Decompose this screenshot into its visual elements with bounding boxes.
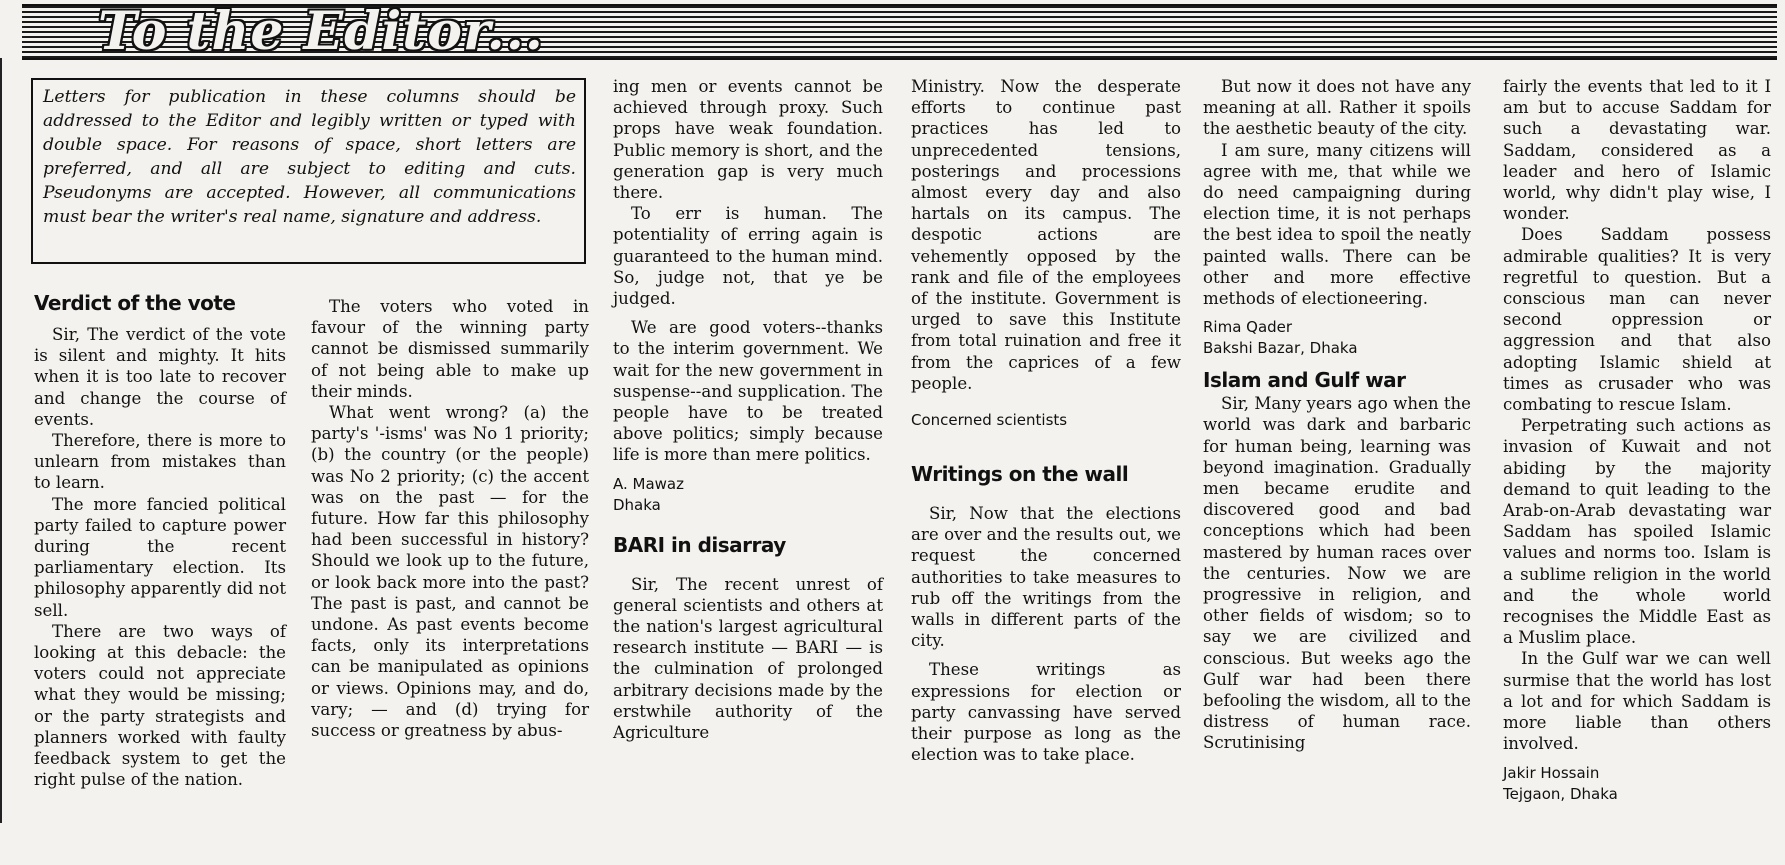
signature-name: A. Mawaz (613, 474, 685, 493)
letter-paragraph: The more fancied political party failed to capture power during the recent parliamentary election. Its philosophy apparently did not sell. (34, 494, 286, 620)
letter-paragraph: fairly the events that led to it I am but to accuse Saddam for such a devastating war. Saddam, considered as a leader and hero of Islamic world, why didn't play wise, I wonder. (1503, 77, 1771, 224)
section-title: To the Editor... (98, 4, 544, 60)
letter-paragraph: Sir, Many years ago when the world was dark and barbaric for human being, learning was beyond imagination. Gradually men became erudite and discovered good and bad conceptions which had been mastered by human races over the centuries. Now we are progressive in religion, and other fields of wisdom; so to say we are civilized and conscious. But weeks ago the Gulf war had been there befooling the wisdom, all to the distress of human race. Scrutinising (1203, 394, 1471, 753)
letter-heading-islam: Islam and Gulf war (1203, 368, 1406, 393)
signature-place: Tejgaon, Dhaka (1503, 784, 1618, 803)
column-3 (613, 76, 883, 743)
editor-notice-box: Letters for publication in these columns should be addressed to the Editor and legibly written or typed with double space. For reasons of space, short letters are preferred, and all are subject to editing and cuts. Pseudonyms are accepted. However, all communications must bear the writer's real name, signature and address. (31, 78, 586, 264)
letter-paragraph: These writings as expressions for election or party canvassing have served their purpose as long as the election was to take place. (911, 660, 1181, 765)
signature-place: Dhaka (613, 495, 661, 514)
letter-paragraph: The voters who voted in favour of the winning party cannot be dismissed summarily of not being able to make up their minds. (311, 297, 589, 401)
section-banner (22, 4, 1777, 60)
letter-paragraph: Therefore, there is more to unlearn from mistakes than to learn. (34, 431, 286, 493)
letter-paragraph: I am sure, many citizens will agree with me, that while we do need campaigning during election time, it is not perhaps the best idea to spoil the neatly painted walls. There can be other and more effective methods of electioneering. (1203, 140, 1471, 309)
letter-heading-verdict: Verdict of the vote (34, 291, 236, 315)
column-6 (1503, 76, 1771, 805)
letter-paragraph: ing men or events cannot be achieved through proxy. Such props have weak foundation. Public memory is short, and the generation gap is very much there. (613, 77, 883, 203)
signature-name: Jakir Hossain (1503, 763, 1600, 782)
column-5 (1203, 76, 1471, 754)
letter-paragraph: To err is human. The potentiality of erring again is guaranteed to the human mind. So, judge not, that ye be judged. (613, 204, 883, 309)
letter-paragraph: There are two ways of looking at this debacle: the voters could not appreciate what they would be missing; or the party strategists and planners worked with faulty feedback system to get the right pulse of the nation. (34, 621, 286, 790)
letter-heading-bari: BARI in disarray (613, 532, 786, 557)
letter-paragraph: We are good voters--thanks to the interim government. We wait for the new government in suspense--and supplication. The people have to be treated above politics; simply because life is more than mere politics. (613, 318, 883, 465)
letter-paragraph: But now it does not have any meaning at all. Rather it spoils the aesthetic beauty of the city. (1203, 77, 1471, 139)
letter-paragraph: What went wrong? (a) the party's '-isms' was No 1 priority; (b) the country (or the people) was No 2 priority; (c) the accent was on the past — for the future. How far this philosophy had been successful in history? Should we look up to the future, or look back more into the past? The past is past, and cannot be undone. As past events become facts, only its interpretations can be manipulated as opinions or views. Opinions may, and do, vary; — and (d) trying for success or greatness by abus- (311, 403, 589, 741)
letter-paragraph: Sir, The verdict of the vote is silent and mighty. It hits when it is too late to recover and change the course of events. (34, 325, 286, 429)
letter-paragraph: Ministry. Now the desperate efforts to continue past practices has led to unprecedented tensions, posterings and processions almost every day and also hartals on its campus. The despotic actions are vehemently opposed by the rank and file of the employees of the institute. Government is urged to save this Institute from total ruination and free it from the caprices of a few people. (911, 77, 1181, 393)
letter-heading-writings: Writings on the wall (911, 462, 1129, 487)
signature-name: Concerned scientists (911, 411, 1068, 430)
letter-paragraph: Sir, Now that the elections are over and the results out, we request the concerned authorities to take measures to rub off the writings from the walls in different parts of the city. (911, 504, 1181, 651)
left-column-rule (0, 58, 2, 823)
column-2 (311, 296, 589, 741)
signature-place: Bakshi Bazar, Dhaka (1203, 339, 1358, 358)
letter-paragraph: Perpetrating such actions as invasion of Kuwait and not abiding by the majority demand to quit leading to the Arab-on-Arab devastating war Saddam has spoiled Islamic values and norms too. Islam is a sublime religion in the world and the whole world recognises the Middle East as a Muslim place. (1503, 416, 1771, 648)
letter-paragraph: Sir, The recent unrest of general scientists and others at the nation's largest agricultural research institute — BARI — is the culmination of prolonged arbitrary decisions made by the erstwhile authority of the Agriculture (613, 574, 883, 743)
letter-paragraph: In the Gulf war we can well surmise that the world has lost a lot and for which Saddam is more liable than others involved. (1503, 649, 1771, 754)
letter-paragraph: Does Saddam possess admirable qualities? It is very regretful to question. But a conscious man can never second oppression or aggression and that also adopting Islamic shield at times as crusader who was combating to rescue Islam. (1503, 225, 1771, 415)
column-4 (911, 76, 1181, 765)
signature-name: Rima Qader (1203, 318, 1293, 337)
column-1 (34, 290, 286, 790)
